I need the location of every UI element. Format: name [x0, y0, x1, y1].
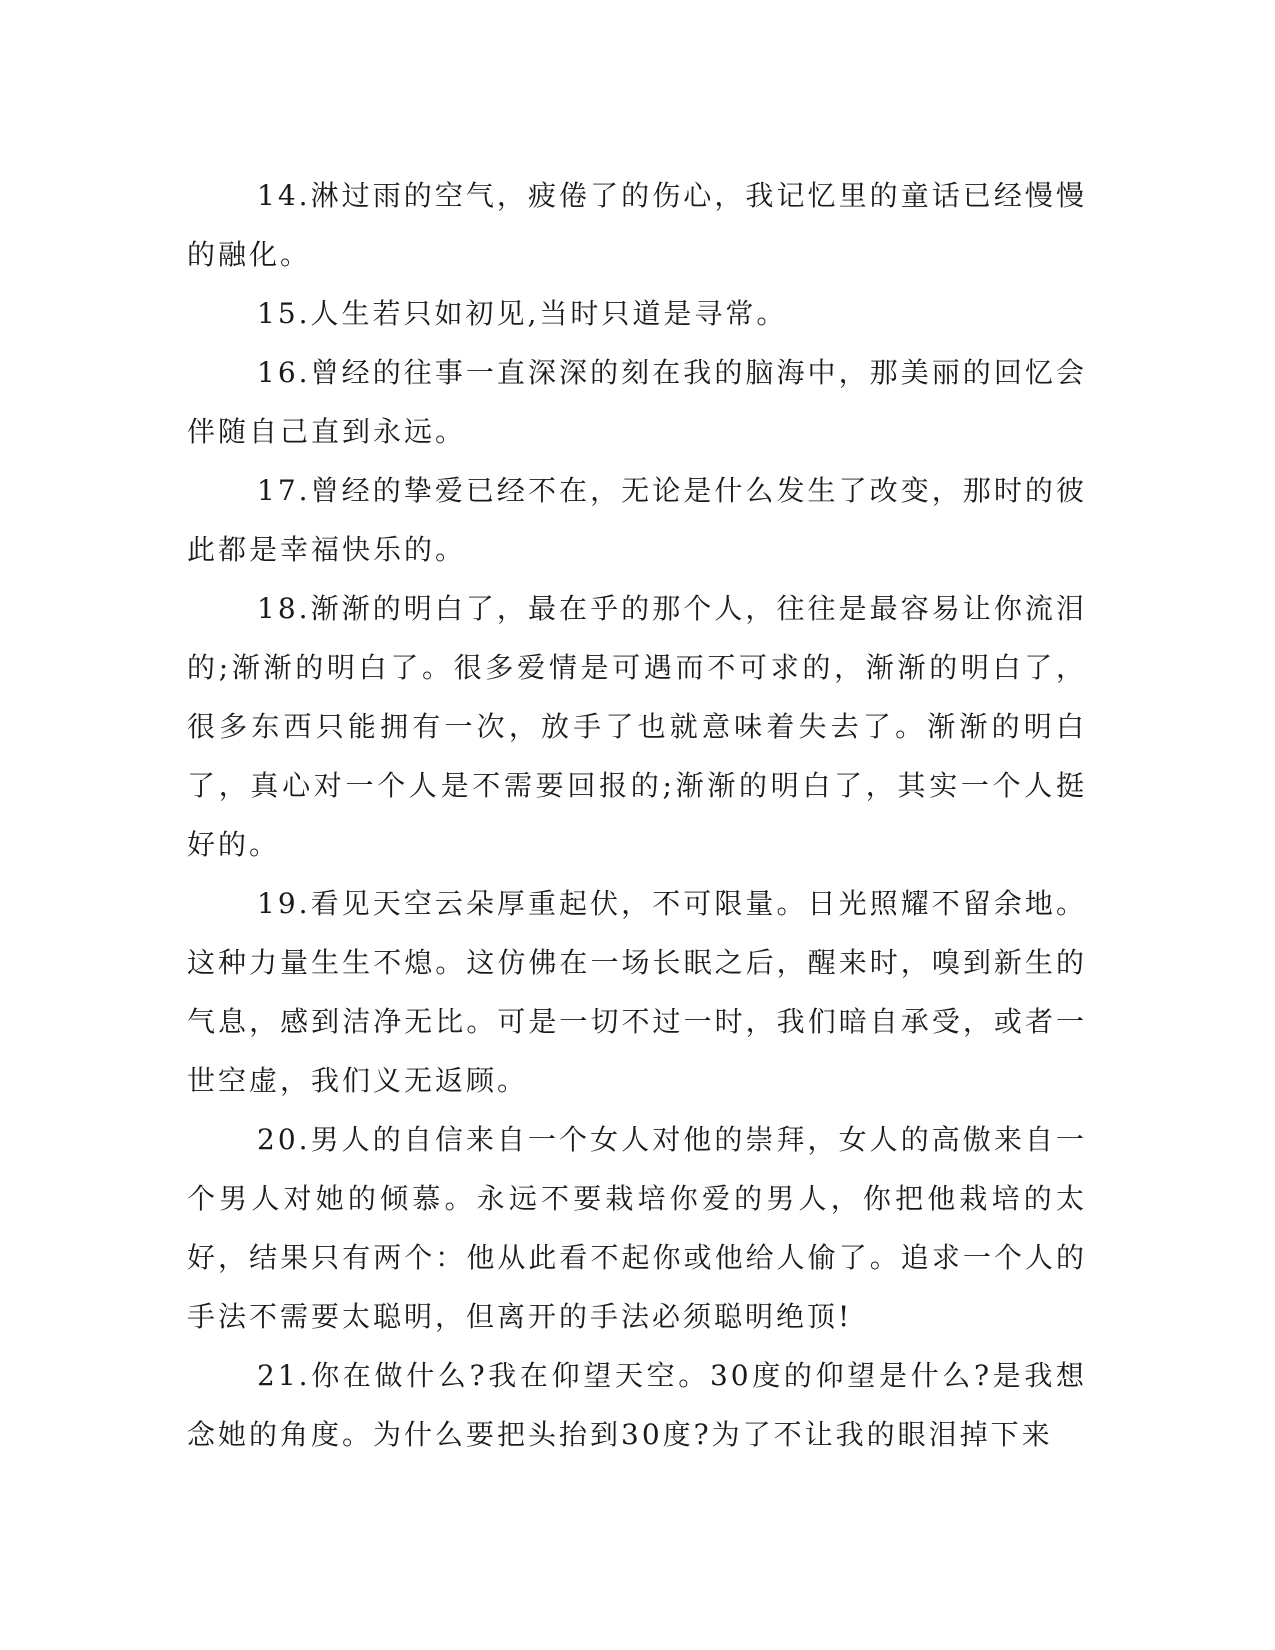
paragraph-19: 19.看见天空云朵厚重起伏，不可限量。日光照耀不留余地。这种力量生生不熄。这仿佛在一场长眠之后，醒来时，嗅到新生的气息，感到洁净无比。可是一切不过一时，我们暗自承受，或者一世空虚，我们义无返顾。 — [187, 887, 1087, 1097]
paragraph-20: 20.男人的自信来自一个女人对他的崇拜，女人的高傲来自一个男人对她的倾慕。永远不要栽培你爱的男人，你把他栽培的太好，结果只有两个：他从此看不起你或他给人偷了。追求一个人的手法不需要太聪明，但离开的手法必须聪明绝顶! — [187, 1123, 1087, 1333]
paragraph-17: 17.曾经的挚爱已经不在，无论是什么发生了改变，那时的彼此都是幸福快乐的。 — [187, 474, 1087, 566]
paragraph-15: 15.人生若只如初见,当时只道是寻常。 — [257, 297, 788, 330]
paragraph-14: 14.淋过雨的空气，疲倦了的伤心，我记忆里的童话已经慢慢的融化。 — [187, 179, 1087, 271]
paragraph-18: 18.渐渐的明白了，最在乎的那个人，往往是最容易让你流泪的;渐渐的明白了。很多爱情是可遇而不可求的，渐渐的明白了，很多东西只能拥有一次，放手了也就意味着失去了。渐渐的明白了，真心对一个人是不需要回报的;渐渐的明白了，其实一个人挺好的。 — [187, 592, 1087, 861]
document-body — [187, 166, 1087, 1464]
paragraph-21: 21.你在做什么?我在仰望天空。30度的仰望是什么?是我想念她的角度。为什么要把头抬到30度?为了不让我的眼泪掉下来 — [187, 1359, 1087, 1451]
paragraph-16: 16.曾经的往事一直深深的刻在我的脑海中，那美丽的回忆会伴随自己直到永远。 — [187, 356, 1087, 448]
